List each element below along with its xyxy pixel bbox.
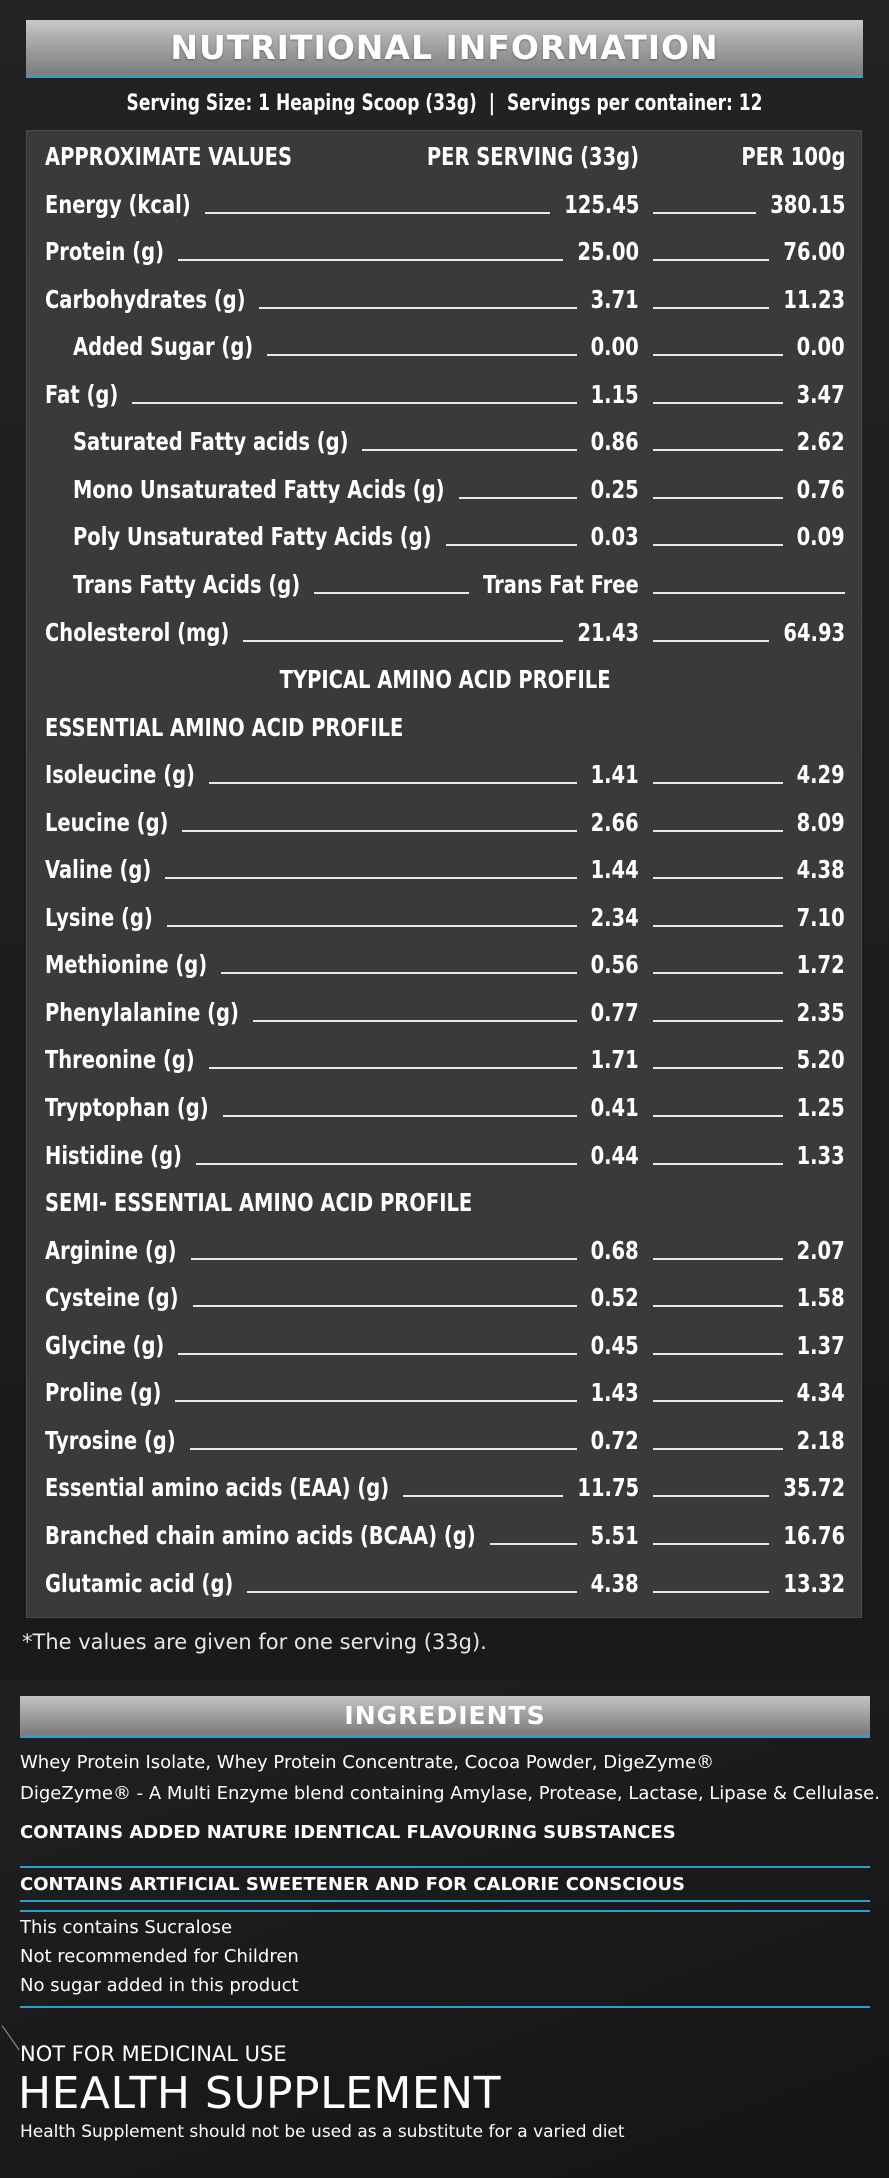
- leader-line: [653, 1353, 783, 1355]
- leader-line: [259, 307, 576, 309]
- per-100g-value: 2.62: [796, 427, 845, 457]
- nutrient-label: Glutamic acid (g): [45, 1568, 234, 1598]
- table-row: [27, 613, 863, 653]
- nutrient-label: Phenylalanine (g): [45, 997, 239, 1027]
- leader-line: [653, 307, 769, 309]
- serving-info: [62, 86, 827, 122]
- nutrient-label: Carbohydrates (g): [45, 284, 246, 314]
- per-100g-value: 2.35: [796, 997, 845, 1027]
- digezyme-description: DigeZyme® - A Multi Enzyme blend containing Amylase, Protease, Lactase, Lipase & Cellulase.: [20, 1783, 880, 1804]
- essential-profile-title-label: ESSENTIAL AMINO ACID PROFILE: [45, 712, 404, 742]
- leader-line: [175, 1400, 577, 1402]
- per-100g-value: 0.09: [796, 522, 845, 552]
- serving-footnote: *The values are given for one serving (33g).: [22, 1630, 487, 1654]
- leader-line: [653, 1591, 769, 1593]
- leader-line: [653, 877, 783, 879]
- leader-line: [653, 592, 845, 594]
- header-per-serving: PER SERVING (33g): [426, 142, 639, 171]
- leader-line: [196, 1163, 577, 1165]
- nutrient-label: Protein (g): [45, 237, 164, 267]
- table-row: [27, 232, 863, 272]
- essential-profile-title: [27, 708, 863, 748]
- table-row: [27, 945, 863, 985]
- leader-line: [193, 1305, 577, 1307]
- leader-line: [459, 497, 577, 499]
- per-serving-value: 1.44: [590, 855, 639, 885]
- table-row: [27, 1088, 863, 1128]
- per-100g-value: 380.15: [769, 189, 845, 219]
- nutrient-label: Poly Unsaturated Fatty Acids (g): [73, 522, 432, 552]
- nutrient-label: Proline (g): [45, 1378, 162, 1408]
- leader-line: [653, 354, 783, 356]
- supplement-disclaimer: Health Supplement should not be used as a substitute for a varied diet: [20, 2122, 625, 2142]
- leader-line: [653, 972, 783, 974]
- table-row: [27, 1278, 863, 1318]
- leader-line: [209, 1067, 577, 1069]
- per-100g-value: 1.25: [796, 1093, 845, 1122]
- nutrient-label: Fat (g): [45, 379, 119, 409]
- nutrient-label: Saturated Fatty acids (g): [73, 427, 349, 457]
- table-row: [27, 1231, 863, 1271]
- per-serving-value: 0.86: [590, 427, 639, 457]
- table-row: [27, 1564, 863, 1604]
- per-100g-value: 0.00: [796, 332, 845, 362]
- per-100g-value: 8.09: [796, 807, 845, 837]
- divider: [20, 2006, 870, 2008]
- per-serving-value: 3.71: [590, 284, 639, 314]
- leader-line: [403, 1495, 563, 1497]
- serving-separator: |: [488, 91, 496, 116]
- per-serving-value: 0.72: [590, 1425, 639, 1455]
- leader-line: [253, 1020, 577, 1022]
- per-serving-value: 0.56: [590, 950, 639, 980]
- leader-line: [178, 259, 563, 261]
- leader-line: [221, 972, 577, 974]
- per-serving-value: 0.03: [590, 522, 639, 552]
- nutrient-label: Methionine (g): [45, 950, 208, 980]
- flavouring-notice: CONTAINS ADDED NATURE IDENTICAL FLAVOURING SUBSTANCES: [20, 1822, 676, 1843]
- table-row: [27, 565, 863, 605]
- leader-line: [653, 1448, 783, 1450]
- leader-line: [132, 402, 577, 404]
- table-row: [27, 185, 863, 225]
- leader-line: [653, 782, 783, 784]
- leader-line: [178, 1353, 577, 1355]
- per-serving-value: 1.41: [590, 760, 639, 790]
- divider: [20, 1910, 870, 1912]
- sucralose-note: This contains Sucralose: [20, 1917, 233, 1938]
- health-supplement-heading: HEALTH SUPPLEMENT: [18, 2068, 501, 2119]
- table-header-row: [27, 137, 863, 177]
- table-row: [27, 898, 863, 938]
- nutrient-label: Added Sugar (g): [73, 332, 254, 362]
- nutrient-label: Leucine (g): [45, 807, 169, 837]
- per-serving-value: 0.68: [590, 1235, 639, 1265]
- serving-size: Serving Size: 1 Heaping Scoop (33g): [126, 91, 477, 116]
- sweetener-notice: CONTAINS ARTIFICIAL SWEETENER AND FOR CALORIE CONSCIOUS: [20, 1874, 686, 1895]
- leader-line: [191, 1258, 577, 1260]
- nutrient-label: Arginine (g): [45, 1235, 177, 1265]
- leader-line: [653, 1495, 769, 1497]
- nutrient-label: Branched chain amino acids (BCAA) (g): [45, 1520, 476, 1550]
- leader-line: [362, 449, 576, 451]
- per-100g-value: 64.93: [783, 617, 845, 647]
- leader-line: [165, 877, 577, 879]
- leader-line: [653, 544, 783, 546]
- table-row: [27, 1373, 863, 1413]
- leader-line: [653, 1258, 783, 1260]
- leader-line: [653, 1543, 769, 1545]
- per-serving-value: 0.41: [590, 1093, 639, 1122]
- nutrition-header-bar: [26, 20, 863, 78]
- table-row: [27, 1326, 863, 1366]
- leader-line: [653, 1115, 783, 1117]
- per-serving-value: 21.43: [577, 617, 639, 647]
- leader-line: [223, 1115, 577, 1117]
- per-serving-value: 11.75: [577, 1473, 639, 1503]
- per-serving-value: 5.51: [590, 1520, 639, 1550]
- per-serving-value: 125.45: [563, 189, 639, 219]
- table-row: [27, 1421, 863, 1461]
- per-serving-value: 0.52: [590, 1283, 639, 1313]
- leader-line: [314, 592, 469, 594]
- leader-line: [247, 1591, 577, 1593]
- nutrient-label: Trans Fatty Acids (g): [73, 569, 301, 599]
- header-approximate-values: APPROXIMATE VALUES: [45, 142, 293, 171]
- per-100g-value: 1.37: [796, 1330, 845, 1360]
- table-row: [27, 803, 863, 843]
- table-row: [27, 375, 863, 415]
- children-note: Not recommended for Children: [20, 1946, 299, 1967]
- nutrient-label: Mono Unsaturated Fatty Acids (g): [73, 474, 445, 504]
- leader-line: [490, 1543, 577, 1545]
- per-serving-value: 1.15: [590, 379, 639, 409]
- leader-line: [653, 212, 756, 214]
- leader-line: [653, 830, 783, 832]
- nutrient-label: Energy (kcal): [45, 189, 191, 219]
- semi-essential-profile-title-label: SEMI- ESSENTIAL AMINO ACID PROFILE: [45, 1188, 473, 1218]
- nutrient-label: Histidine (g): [45, 1140, 182, 1170]
- nutrient-label: Essential amino acids (EAA) (g): [45, 1473, 390, 1503]
- semi-essential-profile-title-text: [45, 1183, 593, 1223]
- nutrition-title: NUTRITIONAL INFORMATION: [170, 28, 719, 67]
- ingredients-header-bar: [20, 1696, 870, 1738]
- table-row: [27, 280, 863, 320]
- not-medicinal-label: NOT FOR MEDICINAL USE: [20, 2042, 287, 2066]
- leader-line: [653, 640, 769, 642]
- header-per-100g: PER 100g: [740, 142, 845, 171]
- leader-line: [190, 1448, 577, 1450]
- per-serving-value: 2.66: [590, 807, 639, 837]
- ingredients-list: Whey Protein Isolate, Whey Protein Concentrate, Cocoa Powder, DigeZyme®: [20, 1752, 715, 1773]
- divider: [20, 1900, 870, 1902]
- per-100g-value: 3.47: [796, 379, 845, 409]
- sugar-note: No sugar added in this product: [20, 1975, 299, 1996]
- semi-essential-profile-title: [27, 1183, 863, 1223]
- per-100g-value: 1.33: [796, 1140, 845, 1170]
- nutrient-label: Isoleucine (g): [45, 760, 195, 790]
- table-row: [27, 422, 863, 462]
- per-100g-value: 5.20: [796, 1045, 845, 1075]
- leader-line: [653, 1400, 783, 1402]
- per-100g-value: 4.29: [796, 760, 845, 790]
- per-100g-value: 4.34: [796, 1378, 845, 1408]
- leader-line: [653, 449, 783, 451]
- per-serving-value: 0.25: [590, 474, 639, 504]
- nutrient-label: Valine (g): [45, 855, 152, 885]
- per-serving-value: 1.43: [590, 1378, 639, 1408]
- essential-profile-title-text: [45, 708, 504, 748]
- per-100g-value: 76.00: [783, 237, 845, 267]
- per-serving-value: 0.00: [590, 332, 639, 362]
- amino-profile-title-label: TYPICAL AMINO ACID PROFILE: [279, 665, 611, 695]
- servings-per-container: Servings per container: 12: [507, 91, 763, 116]
- per-100g-value: 2.18: [796, 1425, 845, 1455]
- per-serving-value: 4.38: [590, 1568, 639, 1598]
- nutrient-label: Cysteine (g): [45, 1283, 179, 1313]
- per-serving-value: 2.34: [590, 902, 639, 932]
- leader-line: [182, 830, 576, 832]
- per-serving-value: 0.45: [590, 1330, 639, 1360]
- leader-line: [167, 925, 577, 927]
- per-100g-value: 35.72: [783, 1473, 845, 1503]
- leader-line: [243, 640, 563, 642]
- table-row: [27, 1040, 863, 1080]
- table-row: [27, 1516, 863, 1556]
- per-100g-value: 2.07: [796, 1235, 845, 1265]
- per-serving-value: 0.77: [590, 997, 639, 1027]
- table-row: [27, 327, 863, 367]
- per-100g-value: 1.58: [796, 1283, 845, 1313]
- per-100g-value: 11.23: [783, 284, 845, 314]
- leader-line: [653, 1163, 783, 1165]
- table-row: [27, 850, 863, 890]
- divider: [20, 1866, 870, 1868]
- per-serving-value: 0.44: [590, 1140, 639, 1170]
- leader-line: [653, 259, 769, 261]
- table-row: [27, 470, 863, 510]
- per-100g-value: 1.72: [796, 950, 845, 980]
- leader-line: [653, 925, 783, 927]
- per-100g-value: 7.10: [796, 902, 845, 932]
- amino-profile-title-text: [27, 660, 863, 700]
- per-100g-value: 4.38: [796, 855, 845, 885]
- leader-line: [653, 1020, 783, 1022]
- leader-line: [205, 212, 550, 214]
- ingredients-title: INGREDIENTS: [344, 1701, 546, 1730]
- leader-line: [446, 544, 577, 546]
- nutrition-table: [26, 130, 862, 1618]
- table-row: [27, 755, 863, 795]
- leader-line: [267, 354, 577, 356]
- per-serving-value: 25.00: [577, 237, 639, 267]
- nutrient-label: Tryptophan (g): [45, 1093, 209, 1122]
- per-100g-value: 0.76: [796, 474, 845, 504]
- nutrient-label: Tyrosine (g): [45, 1425, 176, 1455]
- per-100g-value: 16.76: [783, 1520, 845, 1550]
- per-100g-value: 13.32: [783, 1568, 845, 1598]
- per-serving-value: Trans Fat Free: [483, 569, 639, 599]
- leader-line: [653, 497, 783, 499]
- leader-line: [209, 782, 577, 784]
- leader-line: [653, 1305, 783, 1307]
- nutrient-label: Lysine (g): [45, 902, 153, 932]
- nutrient-label: Cholesterol (mg): [45, 617, 230, 647]
- amino-profile-title: [27, 660, 863, 700]
- table-row: [27, 1136, 863, 1176]
- leader-line: [653, 1067, 783, 1069]
- leader-line: [653, 402, 783, 404]
- table-row: [27, 517, 863, 557]
- per-serving-value: 1.71: [590, 1045, 639, 1075]
- nutrient-label: Threonine (g): [45, 1045, 195, 1075]
- table-row: [27, 1468, 863, 1508]
- nutrient-label: Glycine (g): [45, 1330, 165, 1360]
- table-row: [27, 993, 863, 1033]
